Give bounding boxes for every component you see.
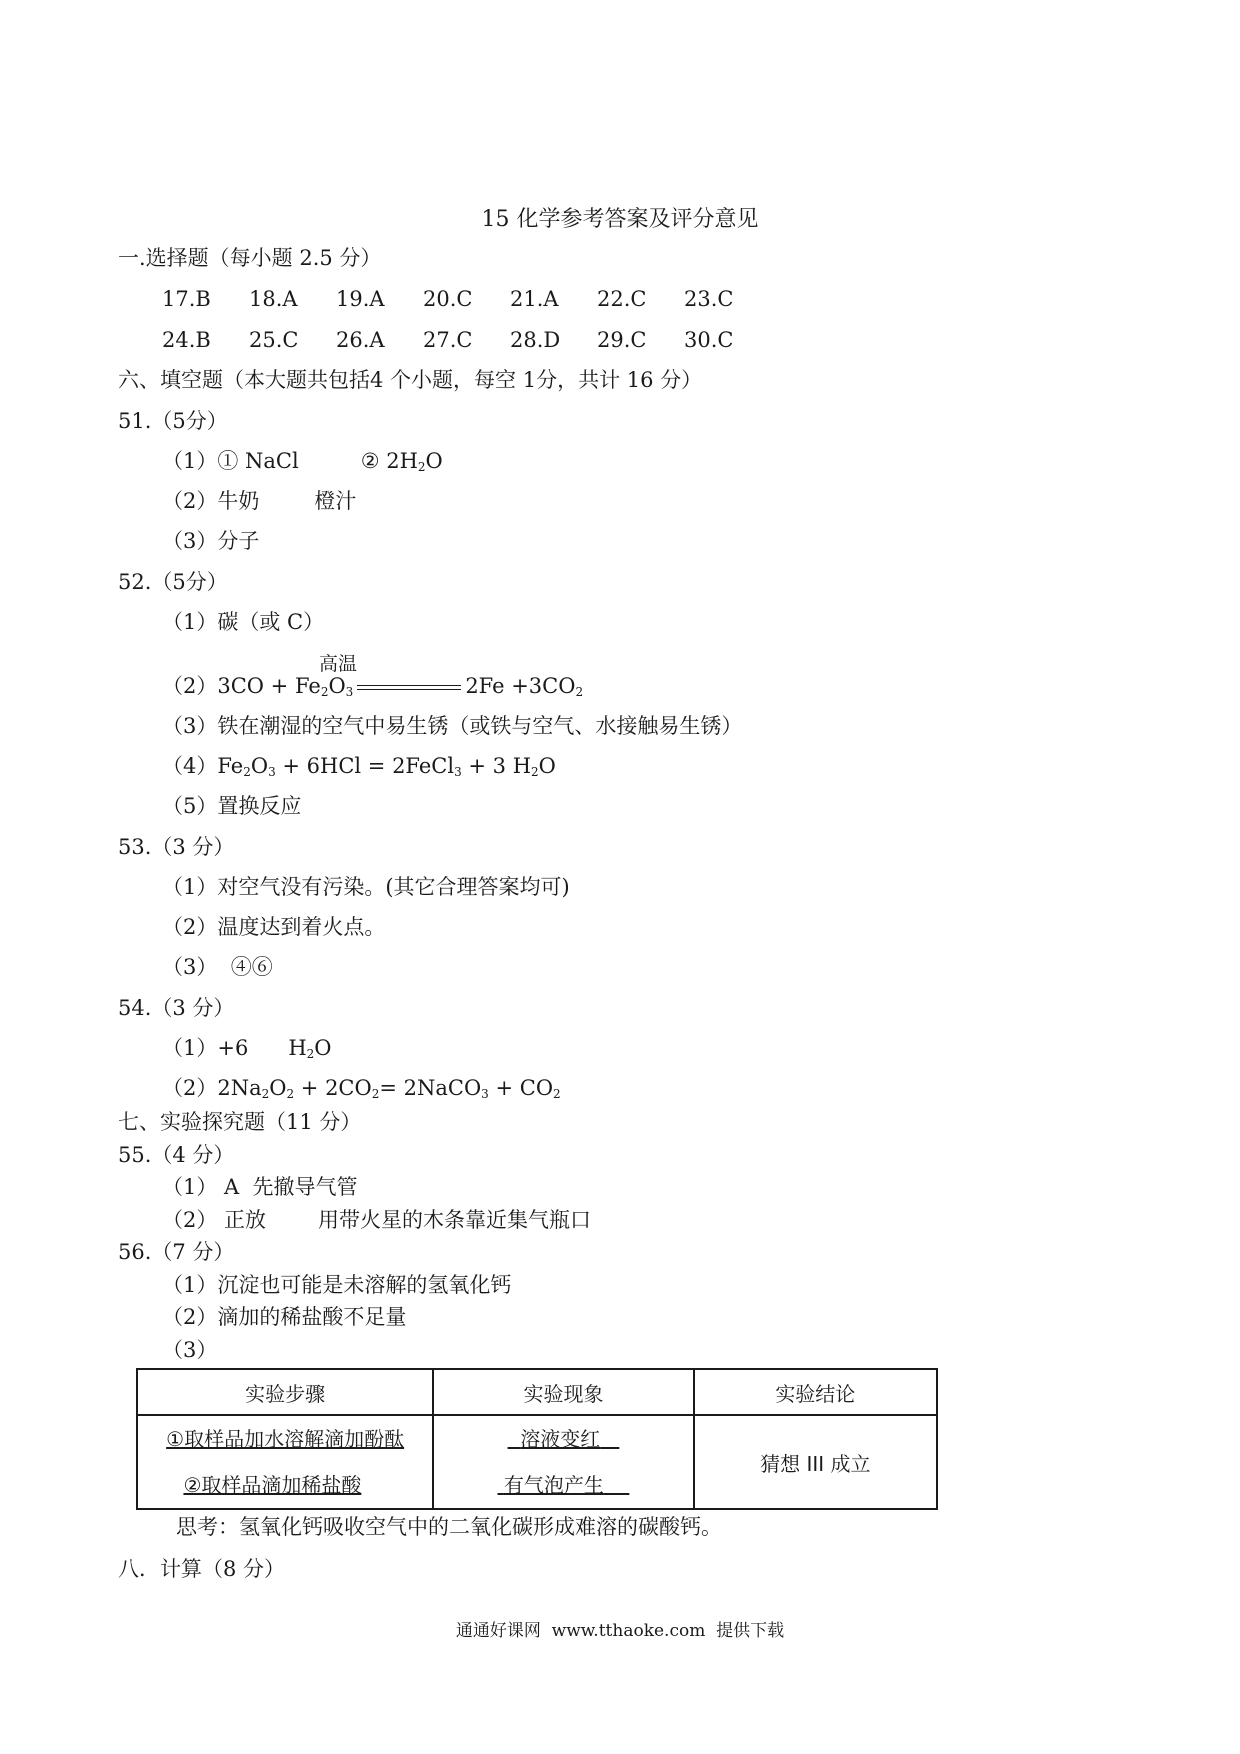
experiment-phenomenon: 溶液变红 [520,1427,601,1451]
q55-a2-second: 用带火星的木条靠近集气瓶口 [318,1208,592,1232]
subscript: 2 [553,1087,561,1101]
mc-answer: 27.C [423,328,473,352]
q55-answer-2 [162,1208,591,1233]
subscript: 2 [531,765,539,779]
q54-a1-tail: O [314,1036,332,1060]
subscript: 3 [345,685,354,699]
eq-left: （2）3CO + Fe [162,674,321,698]
q56-label: 56.（7 分） [118,1240,235,1264]
mc-answer: 21.A [510,287,559,311]
thinking-note: 思考：氢氧化钙吸收空气中的二氧化碳形成难溶的碳酸钙。 [176,1515,722,1539]
q53-answer-2: （2）温度达到着火点。 [162,915,386,939]
q53-label: 53.（3 分） [118,835,235,859]
eq-part: + 2CO [294,1076,372,1100]
table-header: 实验结论 [694,1369,937,1415]
mc-answer: 25.C [249,328,299,352]
q52-label: 52.（5分） [118,570,228,594]
subscript: 2 [320,685,329,699]
mc-answer: 22.C [597,287,647,311]
q51-a1-first: （1）① NaCl [162,449,299,473]
eq-right: 2Fe +3CO [465,674,576,698]
phenomena-cell [433,1415,693,1509]
q51-label: 51.（5分） [118,409,228,433]
subscript: 2 [371,1087,380,1101]
q51-answer-1 [162,449,443,474]
q55-label: 55.（4 分） [118,1143,235,1167]
footer-credit: 通通好课网 www.tthaoke.com 提供下载 [455,1621,785,1641]
q52-answer-4 [162,754,556,779]
eq-part: = 2NaCO [379,1076,482,1100]
mc-answers-row-2 [162,328,771,352]
mc-answer: 26.A [336,328,385,352]
table-header: 实验现象 [433,1369,693,1415]
q56-answer-3: （3） [162,1338,218,1362]
q56-answer-1: （1）沉淀也可能是未溶解的氢氧化钙 [162,1273,512,1297]
q54-label: 54.（3 分） [118,996,235,1020]
eq-part: + CO [488,1076,554,1100]
q51-answer-3: （3）分子 [162,529,260,553]
q52-answer-3: （3）铁在潮湿的空气中易生锈（或铁与空气、水接触易生锈） [162,714,743,738]
q51-a1-second: ② 2H [360,449,418,473]
mc-answer: 23.C [684,287,734,311]
q51-a2-first: （2）牛奶 [162,489,260,513]
mc-answer: 19.A [336,287,385,311]
subscript: 3 [454,765,462,779]
eq-part: O [538,754,556,778]
q56-answer-2: （2）滴加的稀盐酸不足量 [162,1305,407,1329]
steps-cell [137,1415,433,1509]
subscript: 3 [268,765,276,779]
subscript: 2 [261,1087,270,1101]
q55-a2-first: （2） 正放 [162,1208,267,1232]
q54-a1-second: H [288,1036,307,1060]
q52-answer-5: （5）置换反应 [162,794,302,818]
subscript: 2 [306,1047,315,1061]
mc-answer: 28.D [510,328,561,352]
q54-answer-1 [162,1036,332,1061]
table-header: 实验步骤 [137,1369,433,1415]
experiment-table [136,1368,938,1510]
subscript: 3 [481,1087,489,1101]
q54-answer-2 [162,1076,561,1101]
eq-part: O [250,754,269,778]
experiment-step: ①取样品加水溶解滴加酚酞 [166,1427,405,1451]
subscript: 2 [243,765,251,779]
q52-answer-2 [162,674,583,699]
q53-answer-3: （3） ④⑥ [162,955,273,979]
mc-answer: 17.B [162,287,211,311]
q54-a1-first: （1）+6 [162,1036,249,1060]
eq-part: + 3 H [461,754,532,778]
reaction-condition: 高温 [318,653,357,675]
q51-a2-second: 橙汁 [314,489,357,513]
q51-a1-tail: O [425,449,443,473]
subscript: 2 [417,460,426,474]
table-row [137,1415,937,1509]
experiment-phenomenon: 有气泡产生 [503,1473,604,1497]
q52-answer-1: （1）碳（或 C） [162,610,325,634]
section-8-heading: 八．计算（8 分） [118,1557,286,1581]
eq-part: （4）Fe [162,754,244,778]
page-title: 15 化学参考答案及评分意见 [481,207,759,232]
conclusion-cell: 猜想 III 成立 [694,1415,937,1509]
subscript: 2 [286,1087,295,1101]
section-7-heading: 七、实验探究题（11 分） [118,1110,362,1134]
mc-answer: 18.A [249,287,298,311]
eq-part: O [269,1076,287,1100]
q55-answer-1: （1） A 先撤导气管 [162,1175,358,1199]
equals-sign [357,685,461,690]
mc-answer: 29.C [597,328,647,352]
mc-answer: 30.C [684,328,734,352]
subscript: 2 [575,685,584,699]
experiment-step: ②取样品滴加稀盐酸 [183,1473,362,1497]
q51-answer-2 [162,489,356,514]
q53-answer-1: （1）对空气没有污染。(其它合理答案均可) [162,875,570,899]
eq-part: + 6HCl = 2FeCl [275,754,455,778]
section-6-heading: 六、填空题（本大题共包括4 个小题，每空 1分，共计 16 分） [118,368,703,392]
eq-mid: O [328,674,346,698]
section-1-heading: 一.选择题（每小题 2.5 分） [118,246,382,270]
mc-answer: 24.B [162,328,211,352]
mc-answer: 20.C [423,287,473,311]
eq-part: （2）2Na [162,1076,262,1100]
table-header-row [137,1369,937,1415]
mc-answers-row-1 [162,287,771,311]
